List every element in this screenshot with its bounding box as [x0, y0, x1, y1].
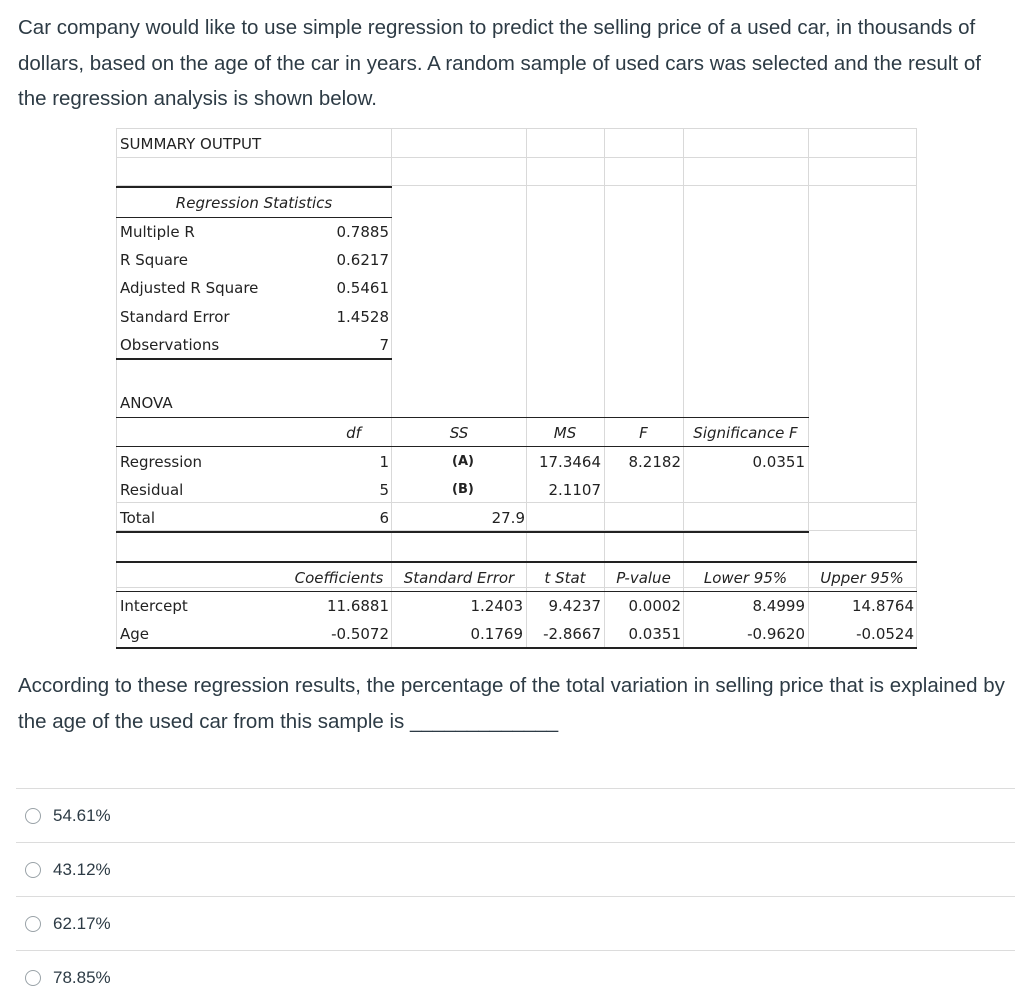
anova-sig: 0.0351	[752, 453, 805, 471]
radio-button[interactable]	[25, 862, 41, 878]
coef-p: 0.0002	[628, 597, 681, 615]
answer-option[interactable]	[16, 951, 1015, 1005]
reg-stat-value: 0.7885	[336, 223, 389, 241]
anova-df: 5	[379, 481, 389, 499]
reg-stat-label: Adjusted R Square	[120, 279, 259, 297]
anova-f: 8.2182	[628, 453, 681, 471]
reg-stat-label: Multiple R	[120, 223, 195, 241]
coef-header-t: t Stat	[544, 569, 586, 587]
reg-stat-value: 0.6217	[336, 251, 389, 269]
answer-blank: _____________	[409, 709, 559, 733]
coef-p: 0.0351	[628, 625, 681, 643]
reg-stats-header: Regression Statistics	[175, 194, 333, 212]
anova-row-label: Total	[120, 509, 156, 527]
coef-value: 11.6881	[326, 597, 389, 615]
coef-lower: -0.9620	[747, 625, 805, 643]
question-intro: Car company would like to use simple regression to predict the selling price of a used car, in thousands of dollars, based on the age of the car in years. A random sample of used cars was selected and the result of the regression analysis is shown below.	[18, 16, 981, 110]
coef-t: 9.4237	[548, 597, 601, 615]
answer-option[interactable]	[16, 897, 1015, 951]
anova-ss: (A)	[452, 454, 474, 469]
anova-header-ss: SS	[449, 424, 469, 442]
answer-option[interactable]	[16, 843, 1015, 897]
anova-df: 1	[379, 453, 389, 471]
coef-row-label: Intercept	[120, 597, 188, 615]
coef-header-se: Standard Error	[403, 569, 515, 587]
summary-title: SUMMARY OUTPUT	[120, 135, 262, 153]
coef-header-p: P-value	[616, 569, 671, 587]
anova-ms: 17.3464	[538, 453, 601, 471]
anova-ms: 2.1107	[548, 481, 601, 499]
anova-header-ms: MS	[553, 424, 577, 442]
radio-button[interactable]	[25, 916, 41, 932]
anova-row-label: Regression	[120, 453, 203, 471]
anova-ss: 27.9	[491, 509, 525, 527]
answer-option-label: 54.61%	[53, 806, 111, 825]
anova-header-f: F	[639, 424, 648, 442]
reg-stat-value: 7	[379, 336, 389, 354]
coef-se: 1.2403	[470, 597, 523, 615]
coef-se: 0.1769	[470, 625, 523, 643]
regression-summary-output	[116, 128, 917, 648]
reg-stat-label: R Square	[120, 251, 188, 269]
radio-button[interactable]	[25, 808, 41, 824]
reg-stat-label: Standard Error	[120, 308, 230, 326]
answer-option-label: 78.85%	[53, 968, 111, 987]
reg-stat-value: 1.4528	[336, 308, 389, 326]
question-prompt-text: According to these regression results, the percentage of the total variation in selling price that is explained by the age of the used car from this sample is	[18, 674, 1005, 733]
radio-button[interactable]	[25, 970, 41, 986]
answer-option[interactable]	[16, 789, 1015, 843]
anova-header-df: df	[346, 424, 361, 442]
coef-header-coef: Coefficients	[294, 569, 384, 587]
coef-lower: 8.4999	[752, 597, 805, 615]
anova-title: ANOVA	[120, 394, 173, 412]
coef-value: -0.5072	[331, 625, 389, 643]
reg-stat-value: 0.5461	[336, 279, 389, 297]
anova-df: 6	[379, 509, 389, 527]
coef-row-label: Age	[120, 625, 150, 643]
coef-t: -2.8667	[543, 625, 601, 643]
coef-header-upper: Upper 95%	[820, 569, 904, 587]
anova-ss: (B)	[452, 482, 474, 497]
question-prompt	[18, 668, 1008, 739]
coef-header-lower: Lower 95%	[703, 569, 788, 587]
answer-option-label: 62.17%	[53, 914, 111, 933]
anova-row-label: Residual	[120, 481, 184, 499]
reg-stat-label: Observations	[120, 336, 220, 354]
coef-upper: -0.0524	[856, 625, 914, 643]
answer-option-label: 43.12%	[53, 860, 111, 879]
anova-header-sig: Significance F	[693, 424, 798, 442]
coef-upper: 14.8764	[851, 597, 914, 615]
